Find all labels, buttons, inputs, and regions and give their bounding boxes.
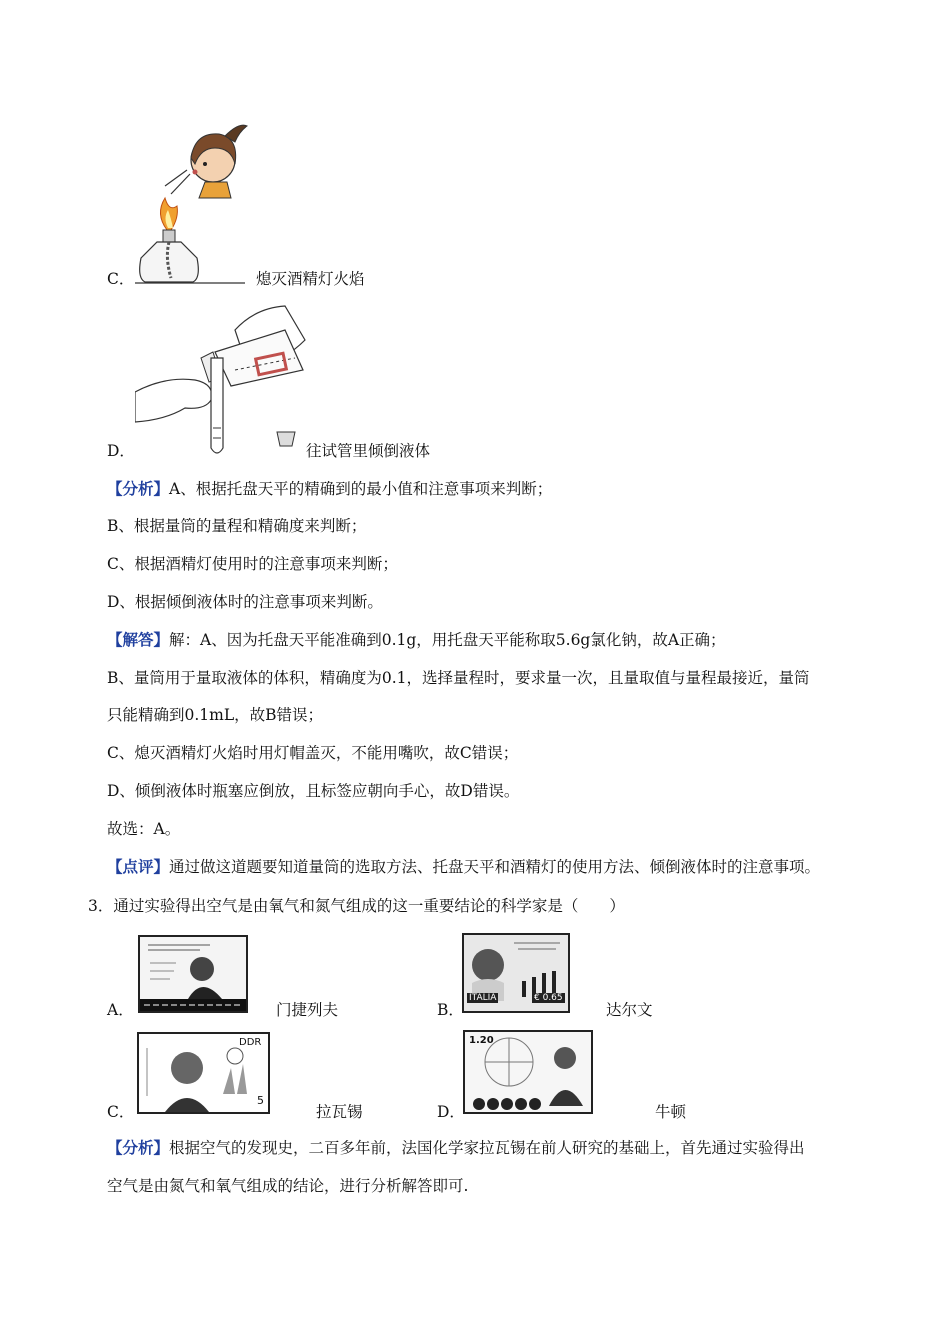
answer-line-1 [107,629,726,651]
comment-line [107,856,820,878]
option-a-caption: 门捷列夫 [276,1001,339,1019]
analysis3-line-1 [107,1137,805,1159]
stamp-lavoisier-image [137,1032,270,1114]
question-3-stem [88,895,625,917]
option-d-caption: 往试管里倾倒液体 [306,442,431,460]
pouring-liquid-figure [135,300,320,460]
analysis-line-1 [107,478,552,500]
answer-line-3: 只能精确到0.1mL，故B错误； [107,706,324,724]
question-number: 3． [88,897,114,915]
analysis3-text: 根据空气的发现史，二百多年前，法国化学家拉瓦锡在前人研究的基础上，首先通过实验得出 [169,1139,805,1157]
stamp-darwin-image [462,933,570,1013]
option-c-letter: C． [107,270,135,288]
answer-line-6: 故选：A。 [107,820,181,838]
stamp-newton-image [463,1030,593,1114]
alcohol-lamp-blowing-figure [135,118,255,288]
analysis3-tag: 【分析】 [107,1138,170,1157]
stamp-b-country: ITALIA [469,993,497,1003]
comment-tag: 【点评】 [107,857,170,876]
comment-text: 通过做这道题要知道量筒的选取方法、托盘天平和酒精灯的使用方法、倾倒液体时的注意事项。 [169,858,821,876]
analysis-tag: 【分析】 [107,479,170,498]
option-d-letter-q3: D． [437,1103,465,1121]
question-text: 通过实验得出空气是由氧气和氮气组成的这一重要结论的科学家是（ ） [113,897,625,915]
option-c-letter-q3: C． [107,1103,135,1121]
answer-line-2: B、量筒用于量取液体的体积，精确度为0.1，选择量程时，要求量一次，且量取值与量程最接近，量筒 [107,669,810,687]
analysis-text: A、根据托盘天平的精确到的最小值和注意事项来判断； [169,480,553,498]
answer-tag: 【解答】 [107,630,170,649]
analysis-line-2: B、根据量筒的量程和精确度来判断； [107,517,367,535]
option-c-caption-q3: 拉瓦锡 [316,1103,363,1121]
stamp-b-value: € 0.65 [534,993,563,1003]
analysis3-line-2: 空气是由氮气和氧气组成的结论，进行分析解答即可. [107,1177,469,1195]
stamp-mendeleev-image [138,935,248,1013]
option-b-letter: B． [437,1001,464,1019]
option-d-caption-q3: 牛顿 [655,1103,687,1121]
option-c-caption: 熄灭酒精灯火焰 [256,270,365,288]
stamp-d-value: 1.20 [469,1035,494,1046]
answer-line-4: C、熄灭酒精灯火焰时用灯帽盖灭，不能用嘴吹，故C错误； [107,744,519,762]
answer-text: 解：A、因为托盘天平能准确到0.1g，用托盘天平能称取5.6g氯化钠，故A正确； [169,631,726,649]
answer-line-5: D、倾倒液体时瓶塞应倒放，且标签应朝向手心，故D错误。 [107,782,520,800]
option-d-letter: D． [107,442,135,460]
stamp-c-value: 5 [257,1094,264,1107]
option-b-caption: 达尔文 [606,1001,653,1019]
stamp-c-country: DDR [239,1037,262,1048]
analysis-line-4: D、根据倾倒液体时的注意事项来判断。 [107,593,383,611]
option-a-letter: A． [107,1001,134,1019]
analysis-line-3: C、根据酒精灯使用时的注意事项来判断； [107,555,398,573]
